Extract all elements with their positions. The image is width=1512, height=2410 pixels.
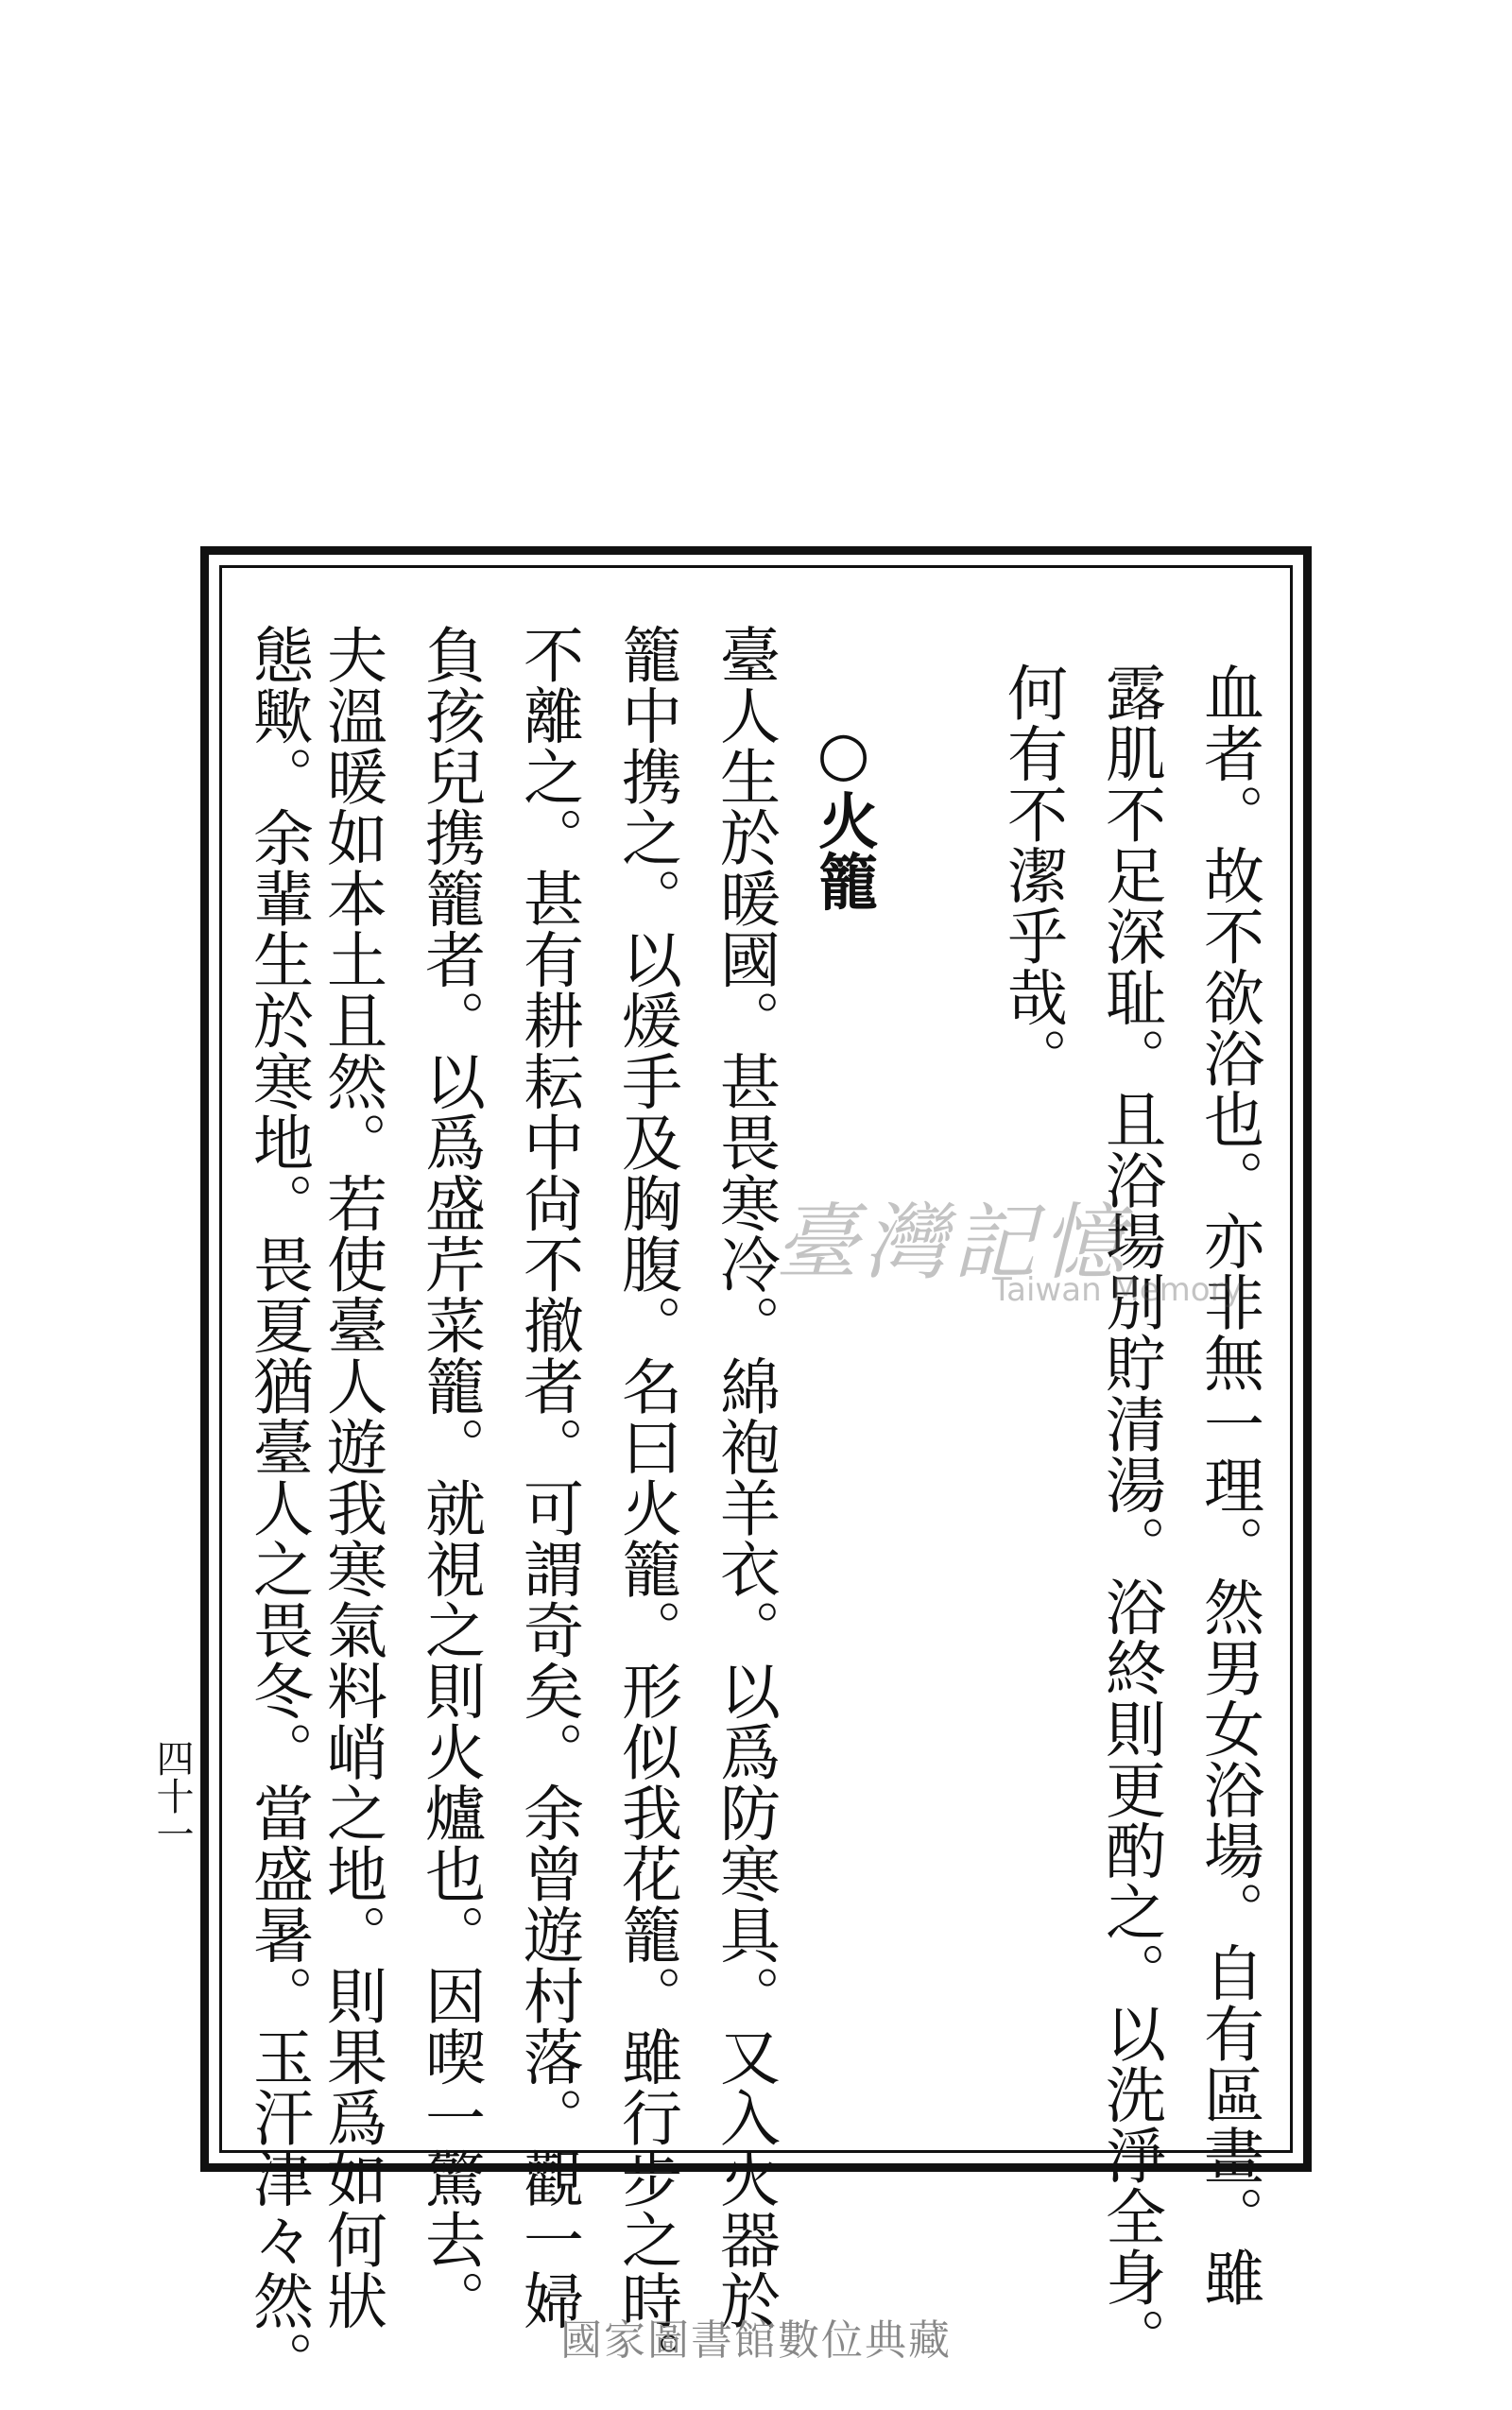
- footer-caption: 國家圖書館數位典藏: [560, 2316, 952, 2365]
- text-column-9: 夫溫暖如本土且然。若使臺人遊我寒氣料峭之地。則果爲如何狀: [317, 624, 387, 2331]
- text-column-10: 態歟。余輩生於寒地。畏夏猶臺人之畏冬。當盛暑。玉汗津々然。: [243, 624, 313, 2392]
- text-column-1: 何有不潔乎哉。: [997, 662, 1067, 1089]
- watermark-subtitle: Taiwan Memory: [992, 1271, 1243, 1309]
- text-column-8: 負孩兒携籠者。以爲盛芹菜籠。就視之則火爐也。因喫一驚去。: [415, 624, 485, 2331]
- section-heading: ○火籠: [808, 718, 879, 912]
- text-column-2: 露肌不足深耻。且浴場別貯清湯。浴終則更酌之。以洗淨全身。: [1095, 662, 1165, 2368]
- page-number: 四十一: [150, 1739, 194, 1852]
- watermark-title: 臺灣記憶: [775, 1194, 1131, 1291]
- text-column-7: 不離之。甚有耕耘中尙不撤者。可謂奇矣。余曾遊村落。觀一婦: [513, 624, 583, 2331]
- text-column-5: 臺人生於暖國。甚畏寒冷。綿袍羊衣。以爲防寒具。又入火器於: [710, 624, 780, 2331]
- text-column-3: 血者。故不欲浴也。亦非無一理。然男女浴場。自有區畫。雖: [1194, 662, 1263, 2308]
- text-column-6: 籠中携之。以煖手及胸腹。名曰火籠。形似我花籠。雖行步之時。: [611, 624, 681, 2392]
